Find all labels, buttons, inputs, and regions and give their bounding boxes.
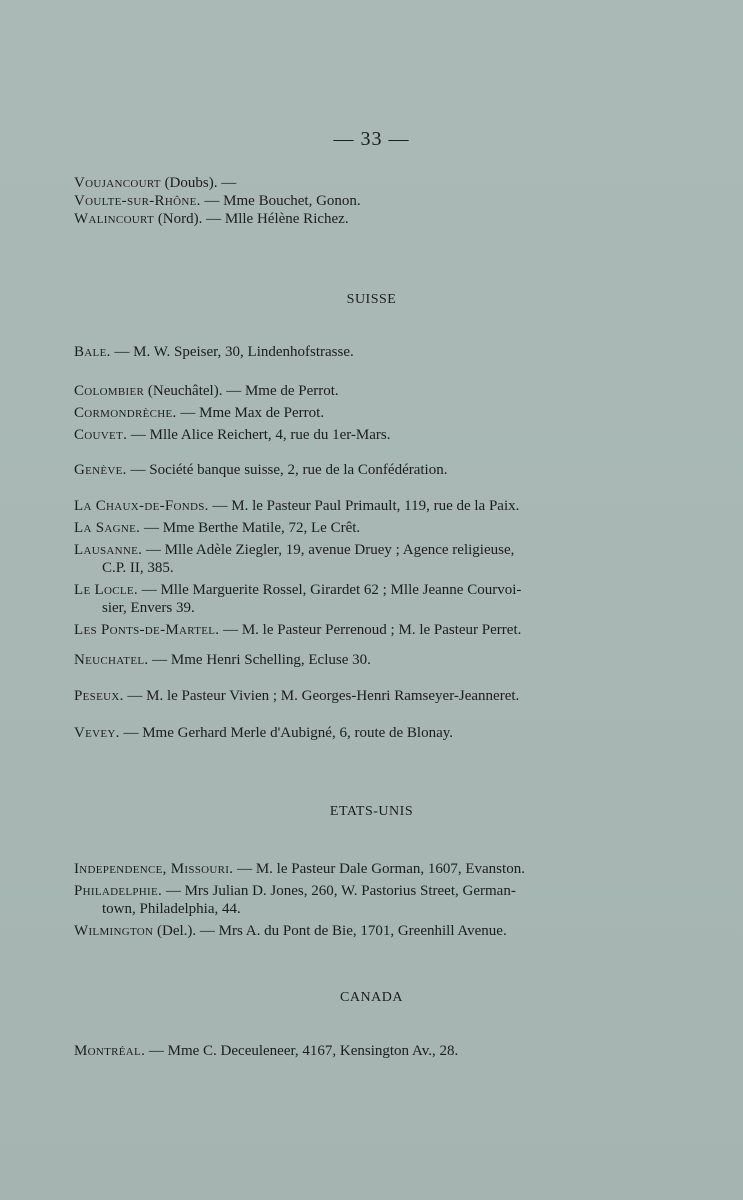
list-item xyxy=(74,651,606,669)
list-item xyxy=(74,687,606,705)
suisse-neuchatel xyxy=(74,651,606,669)
list-item xyxy=(74,404,606,422)
list-item xyxy=(74,174,606,192)
address: — Mme Max de Perrot. xyxy=(176,405,325,421)
place-name: Cormondrèche. xyxy=(74,405,177,421)
address: — M. le Pasteur Dale Gorman, 1607, Evanston. xyxy=(233,861,525,877)
address: — M. le Pasteur Perrenoud ; M. le Pasteur Perret. xyxy=(219,622,522,638)
suisse-bale xyxy=(74,343,606,361)
list-item xyxy=(74,461,606,479)
address: — M. le Pasteur Vivien ; M. Georges-Henri Ramseyer-Jeanneret. xyxy=(123,688,520,704)
address: — M. W. Speiser, 30, Lindenhofstrasse. xyxy=(110,344,354,360)
address-continuation: C.P. II, 385. xyxy=(102,560,174,576)
place-name: Wilmington xyxy=(74,923,154,939)
address: — Mlle Adèle Ziegler, 19, avenue Druey ; Agence religieuse, xyxy=(142,542,515,558)
address: (Doubs). — xyxy=(160,175,237,191)
address: (Del.). — Mrs A. du Pont de Bie, 1701, Greenhill Avenue. xyxy=(153,923,507,939)
place-name: Vevey. xyxy=(74,725,120,741)
place-name: Independence, Missouri. xyxy=(74,861,234,877)
place-name: Bale. xyxy=(74,344,111,360)
address: — Mme Henri Schelling, Ecluse 30. xyxy=(148,652,371,668)
page-number: — 33 — xyxy=(333,128,410,150)
address: — M. le Pasteur Paul Primault, 119, rue de la Paix. xyxy=(208,498,520,514)
section-heading-etats-unis: ETATS-UNIS xyxy=(329,804,414,819)
address: — Mme Gerhard Merle d'Aubigné, 6, route de Blonay. xyxy=(119,725,454,741)
place-name: Walincourt xyxy=(74,211,155,227)
list-item xyxy=(74,210,606,228)
address: — Mme C. Deceuleneer, 4167, Kensington Av., 28. xyxy=(145,1043,459,1059)
address: — Mrs Julian D. Jones, 260, W. Pastorius Street, German- xyxy=(162,883,516,899)
place-name: La Chaux-de-Fonds. xyxy=(74,498,209,514)
list-item xyxy=(74,724,606,742)
place-name: Couvet. xyxy=(74,427,128,443)
address-continuation: town, Philadelphia, 44. xyxy=(102,901,241,917)
place-name: Colombier xyxy=(74,383,145,399)
suisse-group-c xyxy=(74,382,606,444)
section-heading-suisse: SUISSE xyxy=(346,292,397,307)
list-item xyxy=(74,922,606,940)
address: — Mme Berthe Matile, 72, Le Crêt. xyxy=(140,520,361,536)
place-name: Voulte-sur-Rhône. xyxy=(74,193,201,209)
place-name: Genève. xyxy=(74,462,127,478)
list-item xyxy=(74,541,606,577)
canada-block xyxy=(74,1042,606,1060)
list-item xyxy=(74,192,606,210)
place-name: Montréal. xyxy=(74,1043,146,1059)
list-item xyxy=(74,343,606,361)
list-item xyxy=(74,382,606,400)
address: (Neuchâtel). — Mme de Perrot. xyxy=(144,383,339,399)
place-name: Les Ponts-de-Martel. xyxy=(74,622,220,638)
address-continuation: sier, Envers 39. xyxy=(102,600,195,616)
place-name: Le Locle. xyxy=(74,582,138,598)
list-item xyxy=(74,882,606,918)
etats-unis-block xyxy=(74,860,606,940)
suisse-vevey xyxy=(74,724,606,742)
place-name: Voujancourt xyxy=(74,175,161,191)
suisse-group-l xyxy=(74,497,606,639)
suisse-geneve xyxy=(74,461,606,479)
suisse-peseux xyxy=(74,687,606,705)
place-name: Neuchatel. xyxy=(74,652,149,668)
place-name: Peseux. xyxy=(74,688,124,704)
france-tail-block xyxy=(74,174,606,228)
list-item xyxy=(74,519,606,537)
list-item xyxy=(74,497,606,515)
list-item xyxy=(74,621,606,639)
address: (Nord). — Mlle Hélène Richez. xyxy=(154,211,349,227)
address: — Mme Bouchet, Gonon. xyxy=(200,193,361,209)
list-item xyxy=(74,581,606,617)
address: — Mlle Alice Reichert, 4, rue du 1er-Mars. xyxy=(127,427,391,443)
section-heading-canada: CANADA xyxy=(340,990,403,1005)
list-item xyxy=(74,426,606,444)
place-name: La Sagne. xyxy=(74,520,141,536)
place-name: Lausanne. xyxy=(74,542,143,558)
address: — Mlle Marguerite Rossel, Girardet 62 ; Mlle Jeanne Courvoi- xyxy=(137,582,522,598)
list-item xyxy=(74,860,606,878)
list-item xyxy=(74,1042,606,1060)
place-name: Philadelphie. xyxy=(74,883,163,899)
address: — Société banque suisse, 2, rue de la Confédération. xyxy=(126,462,448,478)
